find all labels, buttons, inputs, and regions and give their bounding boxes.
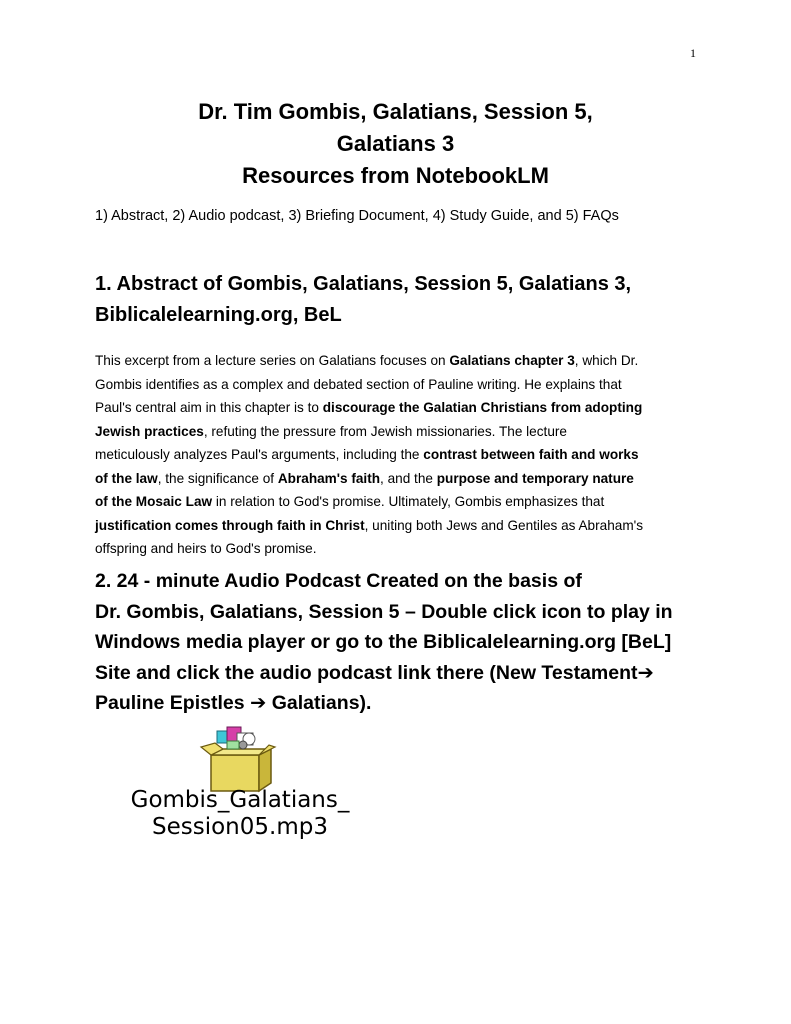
- abstract-line: [95, 537, 715, 561]
- document-title: [0, 96, 791, 192]
- abstract-bold-text: justification comes through faith in Christ: [95, 517, 365, 533]
- abstract-paragraph: [95, 349, 715, 561]
- audio-file-name[interactable]: [95, 787, 385, 841]
- abstract-bold-text: Jewish practices: [95, 423, 204, 439]
- abstract-text: , and the: [380, 470, 437, 486]
- abstract-line: [95, 349, 715, 373]
- abstract-text: , which Dr.: [574, 353, 639, 368]
- podcast-heading-line-2: Dr. Gombis, Galatians, Session 5 – Double click icon to play in: [95, 600, 673, 623]
- abstract-line: [95, 490, 715, 514]
- abstract-line: [95, 396, 715, 420]
- contents-list: 1) Abstract, 2) Audio podcast, 3) Briefing Document, 4) Study Guide, and 5) FAQs: [95, 208, 619, 224]
- abstract-line: [95, 467, 715, 491]
- podcast-heading-line-5-text-a: Pauline Epistles: [95, 692, 250, 714]
- abstract-heading-line-2: Biblicalelearning.org, BeL: [95, 304, 342, 326]
- abstract-bold-text: of the Mosaic Law: [95, 494, 213, 509]
- right-arrow-icon: ➔: [249, 691, 267, 714]
- title-line-1: Dr. Tim Gombis, Galatians, Session 5,: [198, 99, 593, 124]
- abstract-line: [95, 443, 715, 467]
- abstract-heading: [95, 269, 715, 331]
- right-arrow-icon: ➔: [637, 660, 654, 684]
- abstract-line: [95, 420, 715, 444]
- abstract-bold-text: Galatians chapter 3: [449, 353, 575, 368]
- podcast-heading-line-3: Windows media player or go to the Biblicalelearning.org [BeL]: [95, 631, 672, 653]
- abstract-text: meticulously analyzes Paul's arguments, including the: [95, 447, 424, 462]
- page-number: 1: [690, 46, 696, 60]
- audio-file-attachment[interactable]: [95, 725, 395, 845]
- abstract-bold-text: contrast between faith and works: [423, 447, 639, 462]
- abstract-text: This excerpt from a lecture series on Galatians focuses on: [95, 353, 450, 368]
- abstract-text: , uniting both Jews and Gentiles as Abraham's: [364, 517, 644, 533]
- package-icon[interactable]: [197, 725, 277, 795]
- abstract-line: [95, 373, 715, 397]
- abstract-text: offspring and heirs to God's promise.: [95, 541, 317, 556]
- podcast-heading-line-1: 2. 24 - minute Audio Podcast Created on the basis of: [95, 570, 582, 592]
- audio-file-name-line-2: Session05.mp3: [152, 814, 328, 840]
- abstract-text: , refuting the pressure from Jewish missionaries. The lecture: [203, 423, 567, 439]
- abstract-heading-line-1: 1. Abstract of Gombis, Galatians, Session 5, Galatians 3,: [95, 273, 632, 295]
- podcast-heading: [95, 566, 715, 719]
- abstract-text: Paul's central aim in this chapter is to: [95, 400, 323, 415]
- podcast-heading-line-5-text-b: Galatians).: [266, 692, 372, 714]
- abstract-bold-text: Abraham's faith: [277, 470, 381, 486]
- abstract-line: [95, 514, 715, 538]
- abstract-bold-text: of the law: [95, 470, 158, 486]
- audio-file-name-line-1: Gombis_Galatians_: [130, 787, 350, 813]
- title-line-3: Resources from NotebookLM: [242, 163, 549, 188]
- podcast-heading-line-4-text: Site and click the audio podcast link there (New Testament: [95, 661, 638, 684]
- title-line-2: Galatians 3: [336, 131, 455, 156]
- abstract-text: in relation to God's promise. Ultimately, Gombis emphasizes that: [212, 494, 605, 509]
- podcast-heading-line-5: [95, 688, 715, 719]
- abstract-text: Gombis identifies as a complex and debated section of Pauline writing. He explains that: [95, 376, 622, 392]
- abstract-bold-text: purpose and temporary nature: [436, 470, 634, 486]
- podcast-heading-line-4: [95, 658, 715, 689]
- abstract-text: , the significance of: [157, 470, 278, 486]
- abstract-bold-text: discourage the Galatian Christians from adopting: [322, 400, 643, 415]
